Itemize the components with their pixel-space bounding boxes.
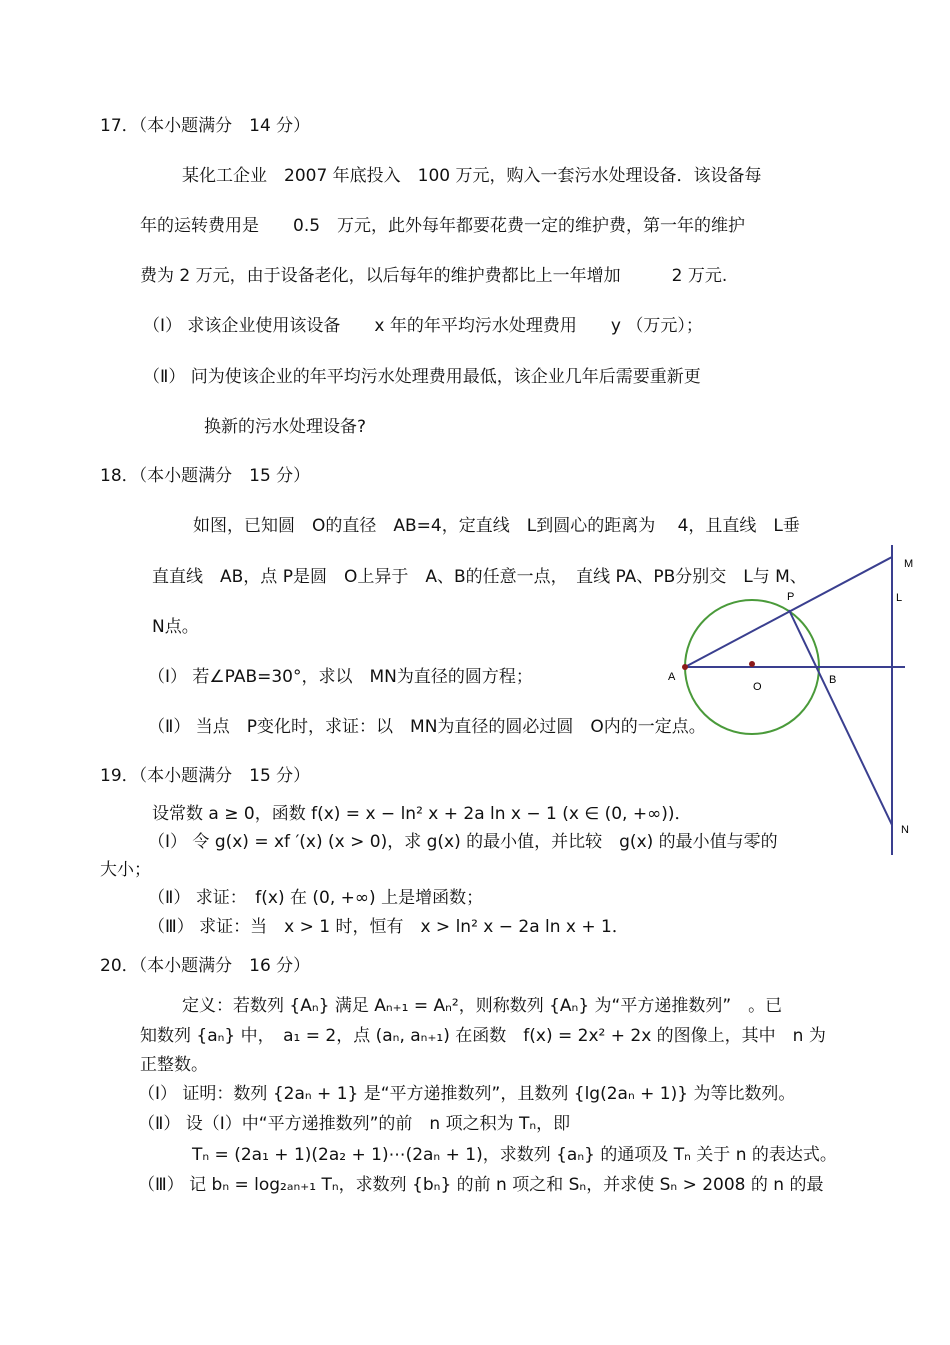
problem-17-title: 17．（本小题满分 14 分） [100, 116, 311, 136]
problem-18-text-line-2: 直直线 AB，点 P是圆 O上异于 A、B的任意一点， 直线 PA、PB分别交 L与 M、 [152, 567, 807, 587]
line-pa-m [685, 557, 892, 667]
problem-17-question-2: （Ⅱ） 问为使该企业的年平均污水处理费用最低，该企业几年后需要重新更 [143, 367, 701, 387]
problem-18-text-line-3: N点。 [152, 617, 199, 637]
problem-18-question-2: （Ⅱ） 当点 P变化时，求证：以 MN为直径的圆必过圆 O内的一定点。 [148, 717, 706, 737]
point-a [682, 664, 688, 670]
problem-20-line-3: 正整数。 [140, 1055, 208, 1075]
problem-18-question-1: （Ⅰ） 若∠PAB=30°，求以 MN为直径的圆方程； [148, 667, 533, 687]
label-o: O [753, 681, 762, 693]
problem-19-title: 19．（本小题满分 15 分） [100, 766, 311, 786]
problem-20-line-5: （Ⅱ） 设（Ⅰ）中“平方递推数列”的前 n 项之积为 Tₙ，即 [138, 1114, 571, 1134]
problem-19-line-5: （Ⅲ） 求证：当 x > 1 时，恒有 x > ln² x − 2a ln x + 1． [148, 917, 629, 937]
problem-20-title: 20．（本小题满分 16 分） [100, 956, 311, 976]
label-b: B [829, 674, 837, 686]
problem-20-line-1: 定义：若数列 {Aₙ} 满足 Aₙ₊₁ = Aₙ²，则称数列 {Aₙ} 为“平方递推数列” 。已 [182, 996, 783, 1016]
label-l: L [896, 592, 903, 604]
problem-20-line-2: 知数列 {aₙ} 中， a₁ = 2，点 (aₙ, aₙ₊₁) 在函数 f(x) = 2x² + 2x 的图像上，其中 n 为 [140, 1026, 826, 1046]
problem-19-line-2: （Ⅰ） 令 g(x) = xf ′(x) (x > 0)，求 g(x) 的最小值，并比较 g(x) 的最小值与零的 [148, 832, 778, 852]
label-m: M [904, 558, 914, 570]
problem-17-question-1: （Ⅰ） 求该企业使用该设备 x 年的年平均污水处理费用 y （万元）； [143, 316, 703, 336]
line-pb-n [789, 610, 892, 825]
problem-20-line-4: （Ⅰ） 证明：数列 {2aₙ + 1} 是“平方递推数列”，且数列 {lg(2aₙ + 1)} 为等比数列。 [138, 1084, 796, 1104]
problem-17-text-line-1: 某化工企业 2007 年底投入 100 万元，购入一套污水处理设备．该设备每 [182, 166, 762, 186]
problem-17-text-line-3: 费为 2 万元，由于设备老化，以后每年的维护费都比上一年增加 2 万元. [140, 266, 728, 286]
problem-17-question-2-cont: 换新的污水处理设备? [204, 417, 367, 437]
problem-19-line-1: 设常数 a ≥ 0，函数 f(x) = x − ln² x + 2a ln x − 1 (x ∈ (0, +∞))． [152, 804, 692, 824]
problem-18-title: 18．（本小题满分 15 分） [100, 466, 311, 486]
label-a: A [668, 671, 676, 683]
problem-19-line-4: （Ⅱ） 求证： f(x) 在 (0, +∞) 上是增函数； [148, 888, 484, 908]
problem-17-text-line-2: 年的运转费用是 0.5 万元，此外每年都要花费一定的维护费，第一年的维护 [140, 216, 746, 236]
point-o [749, 661, 755, 667]
label-n: N [901, 824, 909, 836]
problem-19-line-3: 大小； [100, 860, 151, 880]
label-p: P [787, 591, 795, 603]
problem-20-line-6: Tₙ = (2a₁ + 1)(2a₂ + 1)⋯(2aₙ + 1)，求数列 {aₙ} 的通项及 Tₙ 关于 n 的表达式。 [192, 1145, 837, 1165]
problem-18-text-line-1: 如图，已知圆 O的直径 AB=4，定直线 L到圆心的距离为 4，且直线 L垂 [193, 516, 800, 536]
problem-20-line-7: （Ⅲ） 记 bₙ = log₂ₐₙ₊₁ Tₙ，求数列 {bₙ} 的前 n 项之和 Sₙ，并求使 Sₙ > 2008 的 n 的最 [138, 1175, 824, 1195]
